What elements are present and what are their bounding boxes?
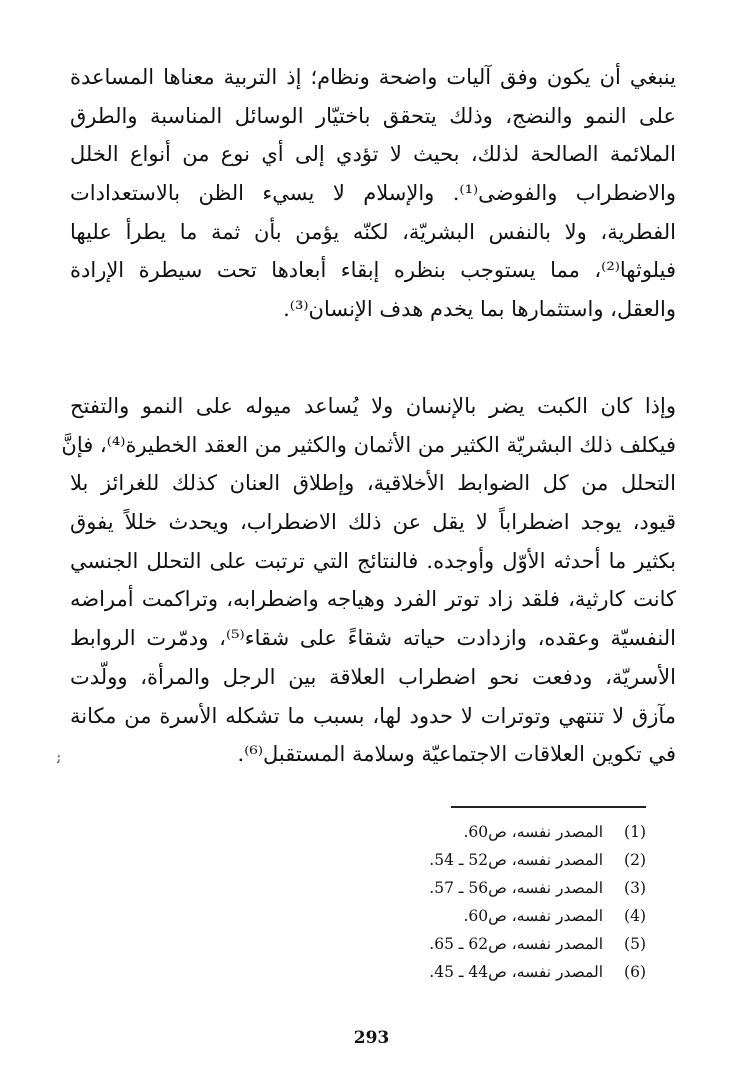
body-line: فيكلف ذلك البشريّة الكثير من الأثمان والكثير من العقد الخطيرة⁽⁴⁾، فإنَّ [61,432,676,457]
body-line: الأسريّة، ودفعت نحو اضطراب العلاقة بين الرجل والمرأة، وولّدت [70,664,676,689]
body-line: والعقل، واستثمارها بما يخدم هدف الإنسان⁽³⁾. [283,297,676,322]
body-line: بكثير ما أحدثه الأوّل وأوجده. فالنتائج التي ترتبت على التحلل الجنسي [70,548,676,573]
footnote-number: (3) [624,879,646,897]
footnote-text: المصدر نفسه، ص56 ـ 57. [429,879,604,897]
paragraph-1 [70,58,676,329]
footnote-item [346,958,646,986]
body-line: والاضطراب والفوضى⁽¹⁾. والإسلام لا يسيء الظن بالاستعدادات [70,181,676,206]
body-line: ينبغي أن يكون وفق آليات واضحة ونظام؛ إذ التربية معناها المساعدة [70,65,676,89]
footnote-item [346,818,646,846]
footnote-number: (1) [624,823,646,841]
footnote-number: (4) [624,907,646,925]
paragraph-2 [61,387,676,774]
body-line: النفسيّة وعقده، وازدادت حياته شقاءً على شقاء⁽⁵⁾، ودمّرت الروابط [70,626,676,651]
body-line: التحلل من كل الضوابط الأخلاقية، وإطلاق العنان كذلك للغرائز بلا [70,471,676,496]
footnote-text: المصدر نفسه، ص60. [463,907,604,925]
body-line: على النمو والنضج، وذلك يتحقق باختيّار الوسائل المناسبة والطرق [70,103,676,128]
footnote-item [346,902,646,930]
footnote-divider [451,806,646,808]
body-line: الملائمة الصالحة لذلك، بحيث لا تؤدي إلى أي نوع من أنواع الخلل [70,142,676,167]
body-line: وإذا كان الكبت يضر بالإنسان ولا يُساعد ميوله على النمو والتفتح [70,394,676,418]
footnote-text: المصدر نفسه، ص60. [463,823,604,841]
body-line: كانت كارثية، فلقد زاد توتر الفرد وهياجه واضطرابه، وتراكمت أمراضه [70,587,676,612]
footnote-text: المصدر نفسه، ص62 ـ 65. [429,935,604,953]
page-number: 293 [353,1028,390,1048]
footnote-item [346,874,646,902]
body-line: فيلوثها⁽²⁾، مما يستوجب بنظره إبقاء أبعادها تحت سيطرة الإرادة [70,258,676,283]
footnote-item [346,930,646,958]
body-line: في تكوين العلاقات الاجتماعيّة وسلامة المستقبل⁽⁶⁾. [237,742,676,767]
footnote-item [346,846,646,874]
footnotes [346,818,646,986]
body-line: الفطرية، ولا بالنفس البشريّة، لكنّه يؤمن بأن ثمة ما يطرأ عليها [70,219,676,244]
footnote-number: (2) [624,851,646,869]
body-line: مآزق لا تنتهي وتوترات لا حدود لها، بسبب ما تشكله الأسرة من مكانة [70,703,676,728]
margin-mark: ﺋ [57,752,61,767]
body-line: قيود، يوجد اضطراباً لا يقل عن ذلك الاضطراب، ويحدث خللاً يفوق [70,510,676,535]
footnote-text: المصدر نفسه، ص52 ـ 54. [429,851,604,869]
footnote-number: (6) [624,963,646,981]
footnote-number: (5) [624,935,646,953]
footnote-text: المصدر نفسه، ص44 ـ 45. [429,963,604,981]
